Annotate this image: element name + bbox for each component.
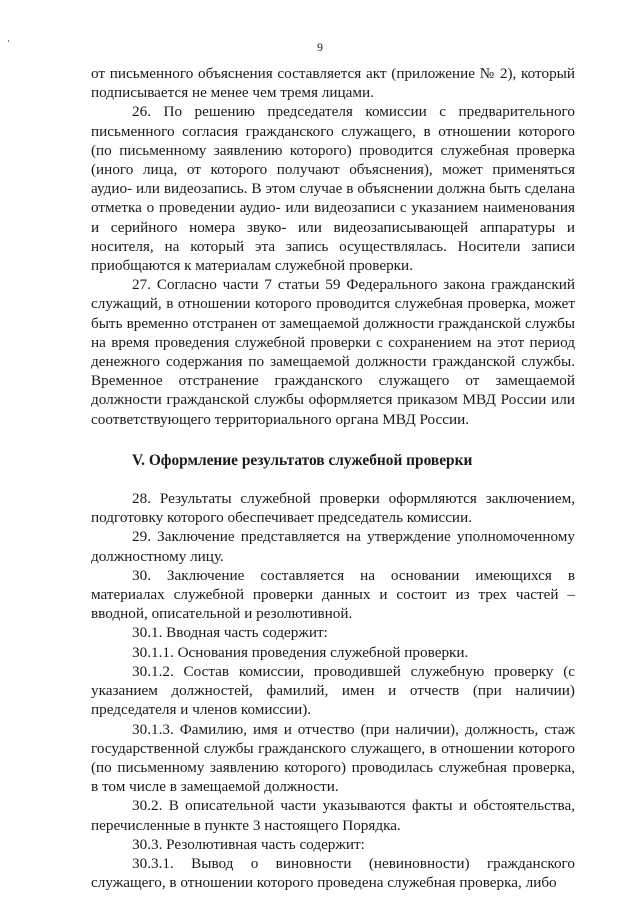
paragraph-30-2: 30.2. В описательной части указываются факты и обстоятельства, перечисленные в пункте 3 настоящего Порядка.	[91, 797, 575, 834]
paragraph-26: 26. По решению председателя комиссии с предварительного письменного согласия гражданского служащего, в отношении которого (по письменному заявлению которого) проводится служебная проверка (иного лица, от которого получают объяснения), может применяться аудио- или видеозапись. В этом случае в объяснении должна быть сделана отметка о проведении аудио- или видеозаписи с указанием наименования и серийного номера звуко- или видеозаписывающей аппаратуры и носителя, на который эта запись осуществлялась. Носители записи приобщаются к материалам служебной проверки.	[91, 103, 575, 275]
paragraph-28: 28. Результаты служебной проверки оформляются заключением, подготовку которого обеспечивает председатель комиссии.	[91, 490, 575, 527]
document-body	[91, 64, 575, 892]
paragraph-continuation: от письменного объяснения составляется акт (приложение № 2), который подписывается не менее чем тремя лицами.	[91, 65, 575, 102]
paragraph-30-3-1: 30.3.1. Вывод о виновности (невиновности) гражданского служащего, в отношении которого проведена служебная проверка, либо	[91, 854, 575, 892]
paragraph-30-1-2: 30.1.2. Состав комиссии, проводившей служебную проверку (с указанием должностей, фамилий, имен и отчеств (при наличии) председателя и членов комиссии).	[91, 662, 575, 719]
paragraph-30-3: 30.3. Резолютивная часть содержит:	[132, 835, 365, 853]
paragraph-30: 30. Заключение составляется на основании имеющихся в материалах служебной проверки данных и состоит из трех частей – вводной, описательной и резолютивной.	[91, 566, 575, 623]
paragraph-29: 29. Заключение представляется на утверждение уполномоченному должностному лицу.	[91, 528, 575, 565]
paragraph-30-1-3: 30.1.3. Фамилию, имя и отчество (при наличии), должность, стаж государственной службы гражданского служащего, в отношении которого (по письменному заявлению которого) проводилась служебная проверка, в том числе в замещаемой должности.	[91, 720, 575, 796]
paragraph-30-1-1: 30.1.1. Основания проведения служебной проверки.	[132, 643, 469, 661]
section-heading: V. Оформление результатов служебной проверки	[132, 451, 473, 469]
paragraph-30-1: 30.1. Вводная часть содержит:	[132, 624, 328, 642]
page-number: 9	[317, 40, 323, 54]
paragraph-27: 27. Согласно части 7 статьи 59 Федерального закона гражданский служащий, в отношении которого проводится служебная проверка, может быть временно отстранен от замещаемой должности гражданской службы на время проведения служебной проверки с сохранением на этот период денежного содержания по замещаемой должности гражданской службы. Временное отстранение гражданского служащего от замещаемой должности гражданской службы оформляется приказом МВД России или соответствующего территориального органа МВД России.	[91, 276, 575, 428]
